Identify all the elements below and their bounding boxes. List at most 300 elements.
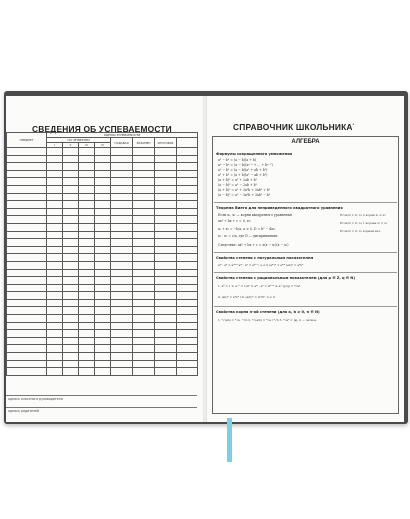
formula-line: x₁ · x₂ = c/a, где D — дискриминант. [218,234,279,238]
grade-cell[interactable] [47,254,63,262]
grade-cell[interactable] [133,216,155,224]
grade-cell[interactable] [63,353,79,361]
grade-cell[interactable] [79,246,95,254]
grade-cell[interactable] [95,239,111,247]
grade-cell[interactable] [95,322,111,330]
grade-cell[interactable] [155,170,177,178]
grade-cell[interactable] [47,261,63,269]
subject-cell[interactable] [7,155,47,163]
grade-row [7,254,198,262]
grade-cell[interactable] [63,360,79,368]
grade-cell[interactable] [79,330,95,338]
subject-cell[interactable] [7,360,47,368]
grade-cell[interactable] [63,239,79,247]
grade-cell[interactable] [177,223,198,231]
grade-cell[interactable] [177,299,198,307]
grade-cell[interactable] [177,185,198,193]
grade-cell[interactable] [155,292,177,300]
grade-cell[interactable] [95,185,111,193]
grade-cell[interactable] [47,368,63,376]
subject-cell[interactable] [7,170,47,178]
subject-cell[interactable] [7,284,47,292]
grade-cell[interactable] [111,330,133,338]
grade-cell[interactable] [133,345,155,353]
grade-cell[interactable] [47,178,63,186]
grade-cell[interactable] [111,208,133,216]
grade-cell[interactable] [177,315,198,323]
grade-cell[interactable] [177,148,198,156]
grade-cell[interactable] [95,246,111,254]
grade-cell[interactable] [177,277,198,285]
grade-cell[interactable] [177,208,198,216]
grade-cell[interactable] [79,185,95,193]
grade-cell[interactable] [47,337,63,345]
grade-cell[interactable] [79,277,95,285]
grade-cell[interactable] [177,193,198,201]
grade-cell[interactable] [177,163,198,171]
grade-row [7,269,198,277]
grade-cell[interactable] [177,261,198,269]
grade-cell[interactable] [155,155,177,163]
grade-cell[interactable] [95,178,111,186]
grade-cell[interactable] [133,170,155,178]
grade-cell[interactable] [155,208,177,216]
grade-cell[interactable] [155,315,177,323]
grade-cell[interactable] [133,178,155,186]
grade-cell[interactable] [155,163,177,171]
formula-line: a³ + b³ = (a + b)(a² − ab + b²) [218,173,268,177]
grade-row [7,261,198,269]
grade-cell[interactable] [155,193,177,201]
year-header: ГОДОВАЯ [111,138,133,148]
grade-cell[interactable] [133,284,155,292]
grade-cell[interactable] [133,307,155,315]
grade-cell[interactable] [155,337,177,345]
grade-cell[interactable] [47,163,63,171]
grade-row [7,292,198,300]
grade-cell[interactable] [111,345,133,353]
grade-cell[interactable] [155,246,177,254]
grade-cell[interactable] [95,337,111,345]
grade-cell[interactable] [155,201,177,209]
grade-cell[interactable] [177,246,198,254]
grade-cell[interactable] [111,261,133,269]
grade-cell[interactable] [63,201,79,209]
grade-cell[interactable] [111,353,133,361]
grade-cell[interactable] [177,155,198,163]
grade-cell[interactable] [133,155,155,163]
subject-cell[interactable] [7,345,47,353]
grade-cell[interactable] [47,299,63,307]
grade-cell[interactable] [63,322,79,330]
grade-cell[interactable] [177,254,198,262]
grade-cell[interactable] [79,178,95,186]
grade-cell[interactable] [47,292,63,300]
grade-cell[interactable] [47,193,63,201]
subject-cell[interactable] [7,185,47,193]
grade-row [7,246,198,254]
grade-cell[interactable] [177,337,198,345]
grade-cell[interactable] [111,223,133,231]
grade-cell[interactable] [95,261,111,269]
grade-cell[interactable] [133,360,155,368]
formula-line: 1. a⁰ = 1 2. a⁻ⁿ = 1/aⁿ 3. aᵐ · aⁿ = aᵐ⁺ⁿ 4. a^(p/q) = ᵠ√aᵖ [218,284,301,288]
grade-cell[interactable] [63,246,79,254]
grade-cell[interactable] [47,239,63,247]
grade-cell[interactable] [111,216,133,224]
grade-cell[interactable] [79,284,95,292]
grade-cell[interactable] [95,269,111,277]
grade-cell[interactable] [133,368,155,376]
subject-cell[interactable] [7,231,47,239]
grade-cell[interactable] [63,185,79,193]
grade-cell[interactable] [155,231,177,239]
grade-cell[interactable] [133,315,155,323]
grade-cell[interactable] [47,345,63,353]
grade-cell[interactable] [111,292,133,300]
grade-cell[interactable] [95,292,111,300]
grade-cell[interactable] [111,299,133,307]
grade-cell[interactable] [133,269,155,277]
subject-cell[interactable] [7,337,47,345]
grade-cell[interactable] [95,345,111,353]
grade-cell[interactable] [177,292,198,300]
grade-cell[interactable] [63,223,79,231]
grade-cell[interactable] [79,337,95,345]
grade-cell[interactable] [155,307,177,315]
subject-cell[interactable] [7,216,47,224]
grade-cell[interactable] [155,178,177,186]
grade-cell[interactable] [111,368,133,376]
grade-cell[interactable] [177,216,198,224]
grade-cell[interactable] [79,223,95,231]
grade-cell[interactable] [95,330,111,338]
subject-cell[interactable] [7,254,47,262]
grade-cell[interactable] [155,148,177,156]
grade-cell[interactable] [63,269,79,277]
grade-cell[interactable] [79,269,95,277]
grade-cell[interactable] [155,330,177,338]
grade-cell[interactable] [63,170,79,178]
grade-cell[interactable] [155,277,177,285]
formula-line: a³ − b³ = (a − b)(a² + ab + b²) [218,168,268,172]
grade-cell[interactable] [177,239,198,247]
grade-cell[interactable] [111,277,133,285]
grades-table [6,132,198,376]
grade-cell[interactable] [47,353,63,361]
grade-cell[interactable] [133,261,155,269]
grade-row [7,193,198,201]
grade-cell[interactable] [177,284,198,292]
grade-cell[interactable] [133,292,155,300]
grade-row [7,315,198,323]
grade-cell[interactable] [111,322,133,330]
grade-cell[interactable] [63,307,79,315]
grade-cell[interactable] [177,307,198,315]
grade-cell[interactable] [47,322,63,330]
grade-cell[interactable] [47,360,63,368]
grade-cell[interactable] [133,201,155,209]
grade-cell[interactable] [79,163,95,171]
grade-cell[interactable] [177,368,198,376]
grade-cell[interactable] [47,155,63,163]
subject-cell[interactable] [7,239,47,247]
grade-cell[interactable] [95,360,111,368]
grade-cell[interactable] [63,216,79,224]
subject-cell[interactable] [7,269,47,277]
grade-cell[interactable] [63,292,79,300]
grade-cell[interactable] [133,148,155,156]
subject-cell[interactable] [7,223,47,231]
grade-cell[interactable] [79,360,95,368]
discriminant-note: Если D < 0, то корней нет. [340,229,381,233]
section-divider [214,272,397,273]
grade-cell[interactable] [177,353,198,361]
quarter-header: III [79,143,95,148]
subject-cell[interactable] [7,299,47,307]
grade-row [7,208,198,216]
grade-cell[interactable] [63,284,79,292]
grade-cell[interactable] [95,193,111,201]
grade-cell[interactable] [177,269,198,277]
grade-cell[interactable] [63,261,79,269]
grade-cell[interactable] [155,223,177,231]
grade-cell[interactable] [177,231,198,239]
grade-cell[interactable] [79,148,95,156]
grade-cell[interactable] [133,223,155,231]
grade-cell[interactable] [111,155,133,163]
signature-line-2 [6,407,197,408]
grade-cell[interactable] [79,292,95,300]
grade-cell[interactable] [63,254,79,262]
grade-cell[interactable] [95,284,111,292]
left-page [6,96,203,422]
grade-cell[interactable] [111,178,133,186]
grade-cell[interactable] [79,208,95,216]
grade-cell[interactable] [63,178,79,186]
grade-cell[interactable] [133,193,155,201]
grade-cell[interactable] [111,148,133,156]
grade-cell[interactable] [79,216,95,224]
grade-cell[interactable] [79,307,95,315]
grade-row [7,163,198,171]
subject-cell[interactable] [7,330,47,338]
parent-signature-label: одпись родителей [8,409,40,413]
grade-cell[interactable] [133,231,155,239]
grade-cell[interactable] [47,246,63,254]
grade-cell[interactable] [111,239,133,247]
grade-cell[interactable] [79,201,95,209]
subject-cell[interactable] [7,208,47,216]
formula-line: Следствие: ax² + bx + c = a(x − x₁)(x − x₂) [218,243,289,247]
grade-cell[interactable] [47,284,63,292]
grade-cell[interactable] [177,322,198,330]
grade-cell[interactable] [111,246,133,254]
grade-cell[interactable] [95,223,111,231]
grade-cell[interactable] [63,208,79,216]
grade-cell[interactable] [133,337,155,345]
grade-cell[interactable] [155,254,177,262]
grade-cell[interactable] [111,254,133,262]
grade-cell[interactable] [111,231,133,239]
grade-cell[interactable] [95,170,111,178]
grade-cell[interactable] [79,193,95,201]
grade-cell[interactable] [63,163,79,171]
grade-cell[interactable] [63,368,79,376]
grade-cell[interactable] [155,345,177,353]
grade-cell[interactable] [133,330,155,338]
grade-cell[interactable] [133,246,155,254]
subject-cell[interactable] [7,246,47,254]
grade-cell[interactable] [155,239,177,247]
grade-row [7,223,198,231]
grade-cell[interactable] [95,155,111,163]
grade-cell[interactable] [133,299,155,307]
grade-cell[interactable] [155,299,177,307]
grade-cell[interactable] [133,254,155,262]
grade-cell[interactable] [79,254,95,262]
grade-cell[interactable] [79,261,95,269]
subject-cell[interactable] [7,322,47,330]
grade-cell[interactable] [155,185,177,193]
grade-cell[interactable] [47,330,63,338]
formula-line: Если x₁, x₂ — корни квадратного уравнения [218,213,292,217]
subject-cell[interactable] [7,201,47,209]
grade-cell[interactable] [111,315,133,323]
subject-cell[interactable] [7,193,47,201]
grade-cell[interactable] [111,170,133,178]
grade-cell[interactable] [63,330,79,338]
grade-cell[interactable] [155,216,177,224]
grade-cell[interactable] [155,353,177,361]
grade-cell[interactable] [111,163,133,171]
grade-cell[interactable] [79,345,95,353]
grade-cell[interactable] [63,345,79,353]
grade-cell[interactable] [155,322,177,330]
grade-cell[interactable] [63,193,79,201]
subject-cell[interactable] [7,148,47,156]
grade-cell[interactable] [47,269,63,277]
subject-cell[interactable] [7,353,47,361]
grade-cell[interactable] [79,299,95,307]
grade-cell[interactable] [47,185,63,193]
grade-cell[interactable] [47,148,63,156]
grade-cell[interactable] [133,163,155,171]
grade-cell[interactable] [133,322,155,330]
subject-cell[interactable] [7,292,47,300]
grade-cell[interactable] [95,231,111,239]
grade-cell[interactable] [95,353,111,361]
grade-cell[interactable] [95,148,111,156]
grade-cell[interactable] [63,315,79,323]
discriminant-note: Если D > 0, то 2 корня x₁ ≠ x₂ [340,213,386,217]
grade-cell[interactable] [95,254,111,262]
grade-cell[interactable] [47,170,63,178]
grade-cell[interactable] [155,261,177,269]
grade-cell[interactable] [155,284,177,292]
formula-line: x₁ + x₂ = −b/a, a ≠ 0, D = b² − 4ac, [218,227,276,231]
grade-cell[interactable] [63,277,79,285]
grade-cell[interactable] [133,277,155,285]
formula-line: (a − b)² = a² − 2ab + b² [218,183,257,187]
grade-cell[interactable] [47,315,63,323]
grade-cell[interactable] [95,368,111,376]
subject-cell[interactable] [7,315,47,323]
grade-cell[interactable] [111,193,133,201]
grade-cell[interactable] [79,231,95,239]
grade-cell[interactable] [155,360,177,368]
grade-cell[interactable] [95,163,111,171]
grade-cell[interactable] [95,216,111,224]
grade-cell[interactable] [111,269,133,277]
grade-cell[interactable] [177,345,198,353]
grade-cell[interactable] [47,216,63,224]
subject-cell[interactable] [7,277,47,285]
grade-cell[interactable] [111,185,133,193]
grade-cell[interactable] [47,307,63,315]
grade-cell[interactable] [47,208,63,216]
grade-cell[interactable] [95,201,111,209]
grade-cell[interactable] [63,155,79,163]
grade-cell[interactable] [79,315,95,323]
grade-cell[interactable] [177,360,198,368]
grade-cell[interactable] [133,239,155,247]
grade-cell[interactable] [79,322,95,330]
grade-cell[interactable] [95,315,111,323]
grade-cell[interactable] [95,299,111,307]
subject-cell[interactable] [7,178,47,186]
grade-cell[interactable] [47,223,63,231]
formula-line: (a + b)³ = a³ + 3a²b + 3ab² + b³ [218,188,271,192]
subject-cell[interactable] [7,307,47,315]
grade-cell[interactable] [47,201,63,209]
quarter-header: II [63,143,79,148]
grade-cell[interactable] [63,231,79,239]
grade-row [7,277,198,285]
grade-cell[interactable] [79,368,95,376]
grade-cell[interactable] [177,330,198,338]
grade-cell[interactable] [95,208,111,216]
grade-cell[interactable] [111,360,133,368]
grade-cell[interactable] [133,208,155,216]
grade-cell[interactable] [95,277,111,285]
grade-cell[interactable] [47,231,63,239]
subject-cell[interactable] [7,261,47,269]
grade-cell[interactable] [177,170,198,178]
grade-cell[interactable] [155,269,177,277]
grade-cell[interactable] [79,239,95,247]
grade-cell[interactable] [177,201,198,209]
grade-cell[interactable] [63,148,79,156]
grade-cell[interactable] [79,353,95,361]
grade-cell[interactable] [133,185,155,193]
grade-cell[interactable] [155,368,177,376]
grade-cell[interactable] [111,201,133,209]
grade-cell[interactable] [95,307,111,315]
grade-cell[interactable] [63,299,79,307]
grade-cell[interactable] [79,170,95,178]
grade-cell[interactable] [111,337,133,345]
grade-cell[interactable] [63,337,79,345]
grade-cell[interactable] [47,277,63,285]
subject-cell[interactable] [7,368,47,376]
grade-cell[interactable] [79,155,95,163]
grade-cell[interactable] [177,178,198,186]
grade-cell[interactable] [133,353,155,361]
grade-cell[interactable] [111,307,133,315]
grade-cell[interactable] [111,284,133,292]
subject-cell[interactable] [7,163,47,171]
